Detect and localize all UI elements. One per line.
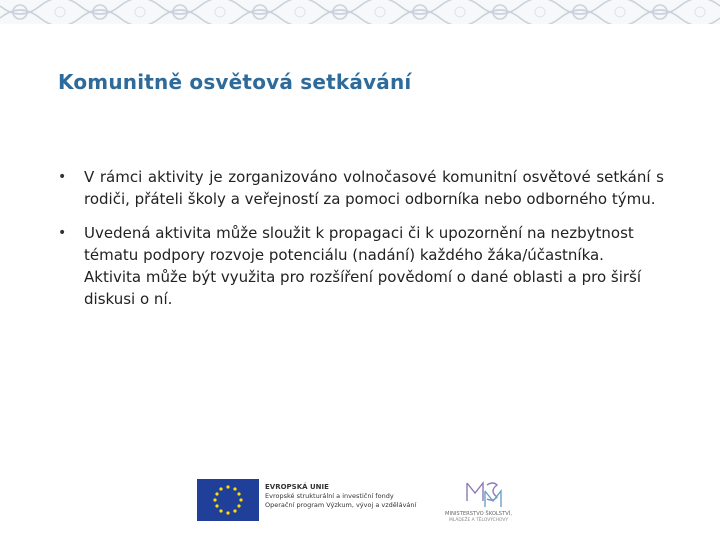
bullet-list xyxy=(56,166,664,322)
eu-line-1: Evropské strukturální a investiční fondy xyxy=(265,492,394,500)
msmt-name: MINISTERSTVO ŠKOLSTVÍ, xyxy=(445,511,512,517)
msmt-logo xyxy=(445,477,529,523)
footer-logos xyxy=(197,477,527,523)
bullet-text: V rámci aktivity je zorganizováno volnočasové komunitní osvětové setkání s rodiči, přáteli školy a veřejností za pomoci odborníka nebo odborného týmu. xyxy=(84,168,664,208)
msmt-logo-icon xyxy=(445,477,529,523)
decorative-banner xyxy=(0,0,720,24)
bullet-text: Uvedená aktivita může sloužit k propagaci či k upozornění na nezbytnost tématu podpory rozvoje potenciálu (nadání) každého žáka/účastníka. Aktivita může být využita pro rozšíření povědomí o dané oblasti a pro širší diskusi o ní. xyxy=(84,224,642,308)
page-title: Komunitně osvětová setkávání xyxy=(58,70,412,94)
eu-line-2: Operační program Výzkum, vývoj a vzdělávání xyxy=(265,501,417,509)
msmt-sub: MLÁDEŽE A TĚLOVÝCHOVY xyxy=(449,518,509,523)
list-item xyxy=(56,222,664,310)
celtic-pattern-icon xyxy=(0,0,720,24)
eu-funding-text xyxy=(265,483,416,510)
list-item xyxy=(56,166,664,210)
bullet-icon: • xyxy=(58,169,67,185)
eu-flag-icon xyxy=(197,479,259,521)
eu-title: EVROPSKÁ UNIE xyxy=(265,483,329,491)
bullet-icon: • xyxy=(58,225,67,241)
